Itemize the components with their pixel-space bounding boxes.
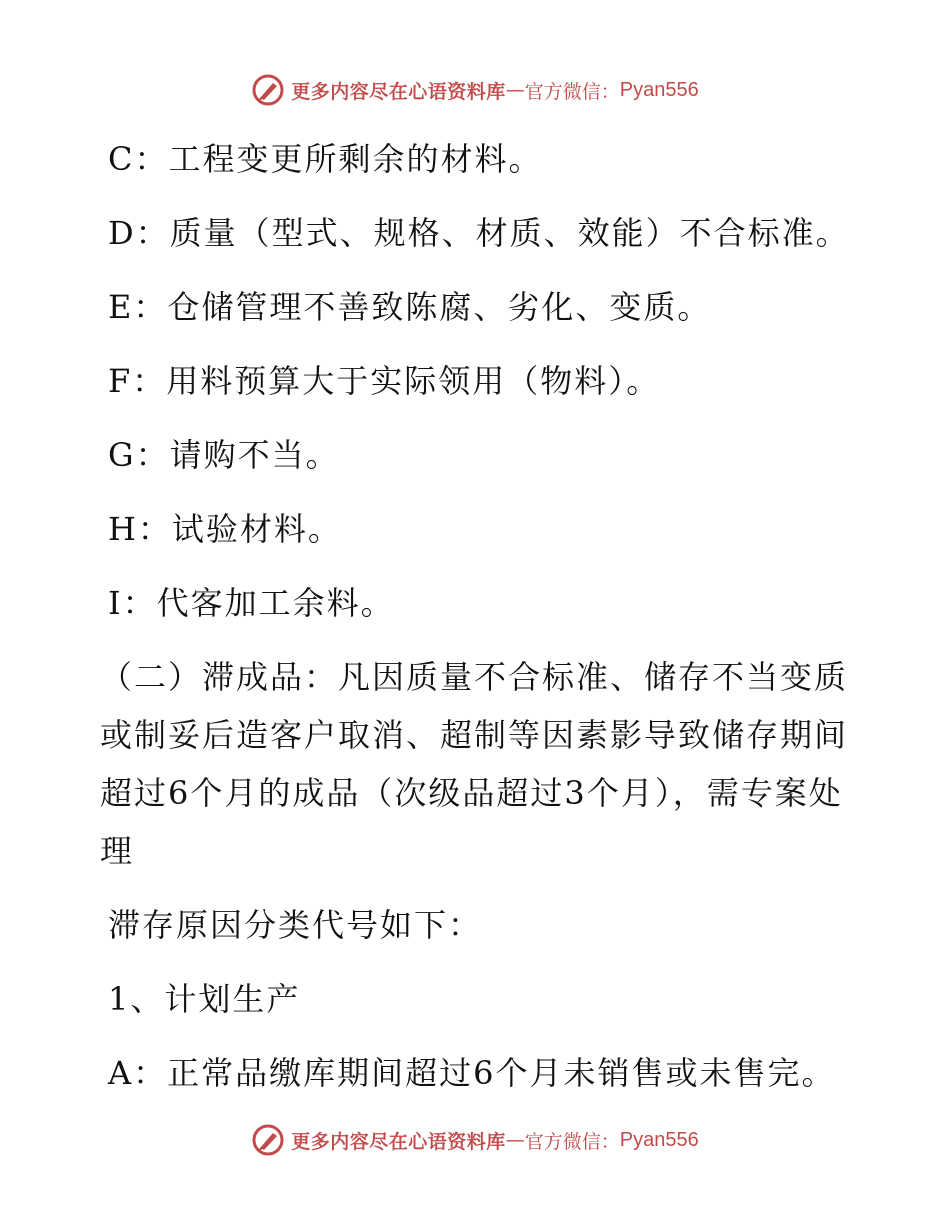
watermark-site-text: 更多内容尽在心语资料库 — [291, 1130, 506, 1153]
watermark-wechat-label: 官方微信： — [524, 80, 620, 103]
list-item: 1、计划生产 — [108, 980, 301, 1018]
section-paragraph: （二）滞成品：凡因质量不合标准、储存不当变质或制妥后造客户取消、超制等因素影导致储存期间超过6个月的成品（次级品超过3个月），需专案处理 — [100, 658, 849, 870]
watermark-wechat-id: Pyan556 — [619, 1128, 699, 1151]
watermark-footer — [0, 1120, 950, 1160]
document-body — [100, 122, 860, 1110]
list-item: F：用料预算大于实际领用（物料）。 — [108, 362, 661, 400]
watermark-separator: — — [505, 79, 525, 101]
watermark-separator: — — [505, 1129, 525, 1151]
list-item: G：请购不当。 — [108, 436, 340, 474]
quill-pen-logo-icon — [251, 1123, 285, 1157]
list-item: H：试验材料。 — [108, 510, 342, 548]
list-item: A：正常品缴库期间超过6个月未销售或未售完。 — [108, 1054, 836, 1092]
list-item: C：工程变更所剩余的材料。 — [108, 140, 543, 178]
list-item: 滞存原因分类代号如下： — [108, 906, 483, 944]
list-item: I：代客加工余料。 — [108, 584, 395, 622]
watermark-header — [0, 70, 950, 110]
watermark-site-text: 更多内容尽在心语资料库 — [291, 80, 506, 103]
watermark-wechat-label: 官方微信： — [524, 1130, 620, 1153]
quill-pen-logo-icon — [251, 73, 285, 107]
list-item: D：质量（型式、规格、材质、效能）不合标准。 — [108, 214, 850, 252]
watermark-wechat-id: Pyan556 — [619, 78, 699, 101]
list-item: E：仓储管理不善致陈腐、劣化、变质。 — [108, 288, 712, 326]
